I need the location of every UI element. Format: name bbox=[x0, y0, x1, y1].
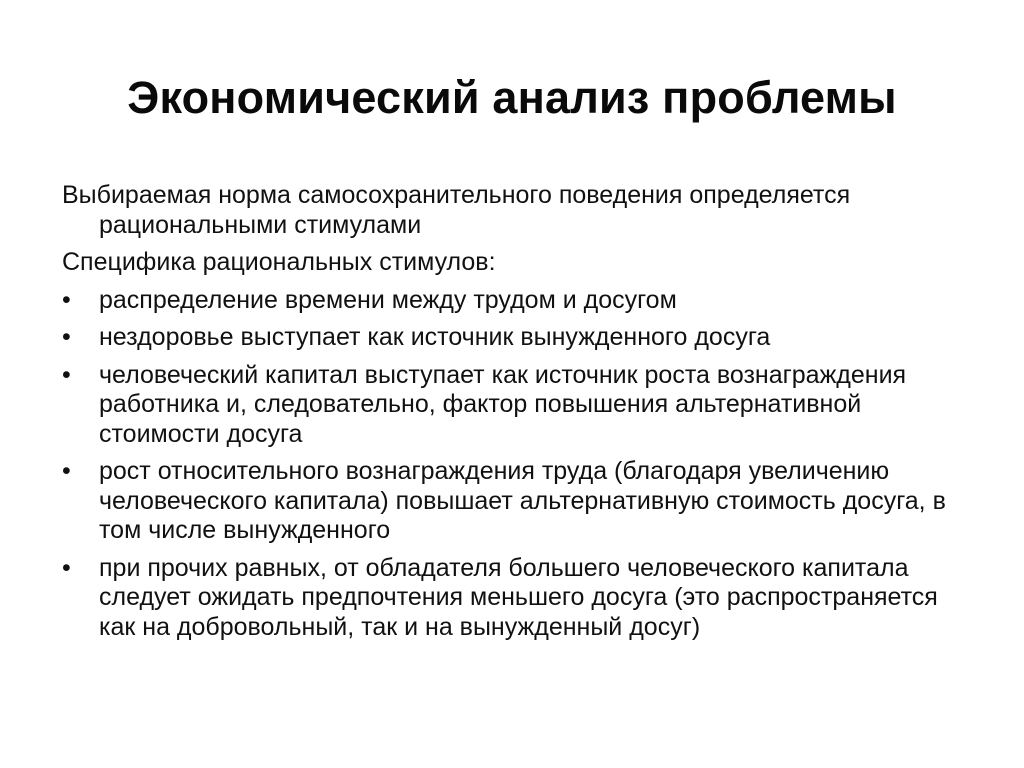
bullet-item bbox=[62, 323, 972, 353]
bullet-text: рост относительного вознаграждения труда (благодаря увеличению человеческого капитала) повышает альтернативную стоимость досуга, в том числе вынужденного bbox=[99, 457, 946, 544]
bullet-icon: • bbox=[62, 285, 71, 314]
paragraph-norm: Выбираемая норма самосохранительного поведения определяется рациональными стимулами bbox=[62, 181, 851, 239]
bullet-item bbox=[62, 361, 972, 450]
bullet-item bbox=[62, 286, 972, 316]
slide-title: Экономический анализ проблемы bbox=[127, 72, 897, 123]
bullet-icon: • bbox=[62, 457, 71, 485]
bullet-text: при прочих равных, от обладателя большего человеческого капитала следует ожидать предпочтения меньшего досуга (это распространяется как на добровольный, так и на вынужденный досуг) bbox=[99, 553, 938, 641]
bullet-item bbox=[62, 457, 972, 546]
bullet-icon: • bbox=[62, 553, 71, 582]
bullet-icon: • bbox=[62, 360, 71, 389]
bullet-text: человеческий капитал выступает как источник роста вознаграждения работника и, следовательно, фактор повышения альтернативной стоимости досуга bbox=[99, 360, 907, 448]
bullet-icon: • bbox=[62, 323, 71, 351]
slide-body bbox=[62, 181, 972, 650]
bullet-text: нездоровье выступает как источник вынужденного досуга bbox=[99, 323, 771, 351]
bullet-item bbox=[62, 554, 972, 643]
bullet-text: распределение времени между трудом и досугом bbox=[99, 285, 677, 314]
paragraph-specifics: Специфика рациональных стимулов: bbox=[62, 248, 496, 276]
